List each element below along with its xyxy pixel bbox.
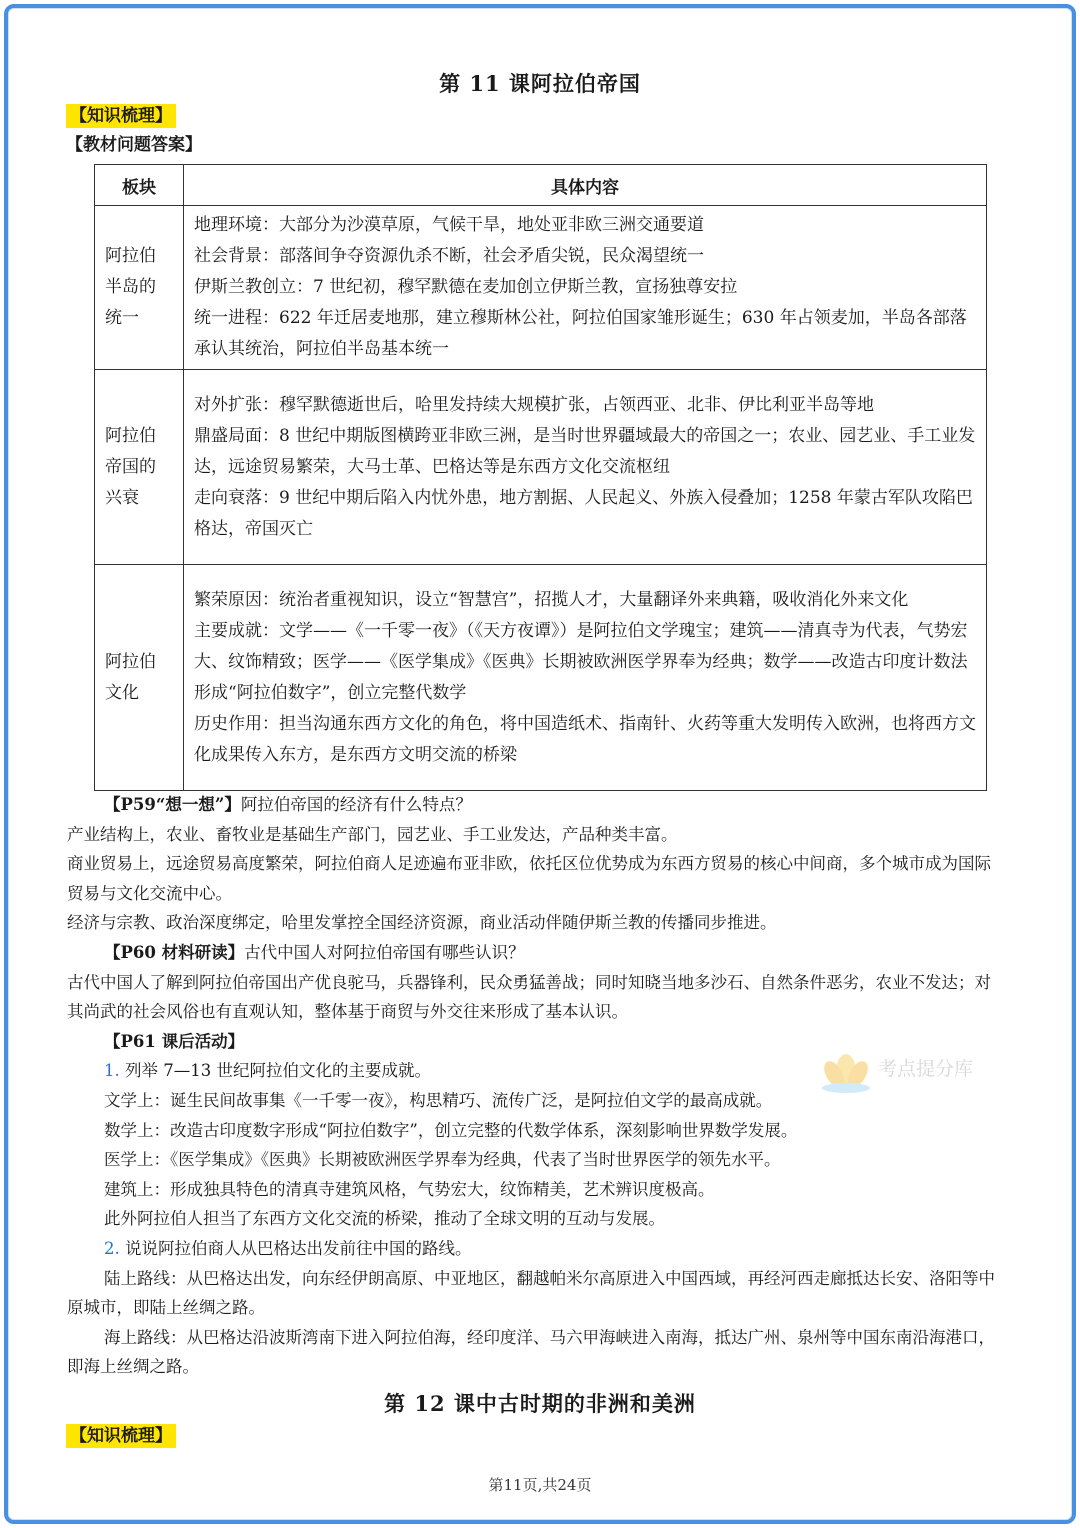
- p61-sea-route: 海上路线：从巴格达沿波斯湾南下进入阿拉伯海，经印度洋、马六甲海峡进入南海，抵达广州、泉州等中国东南沿海港口，即海上丝绸之路。: [67, 1327, 995, 1377]
- watermark-logo: [816, 1034, 1016, 1094]
- header-segment: 板块: [95, 165, 184, 206]
- content-cell: 繁荣原因：统治者重视知识，设立“智慧宫”，招揽人才，大量翻译外来典籍，吸收消化外来文化 主要成就：文学——《一千零一夜》（《天方夜谭》）是阿拉伯文学瑰宝；建筑——清真寺为代表，气势宏大、纹饰精致；医学——《医学集成》《医典》长期被欧洲医学界奉为经典；数学——改造古印度计数法形成“阿拉伯数字”，创立完整代数学 历史作用：担当沟通东西方文化的角色，将中国造纸术、指南针、火药等重大发明传入欧洲，也将西方文化成果传入东方，是东西方文明交流的桥梁: [184, 565, 987, 791]
- knowledge-tag: 【知识梳理】: [66, 104, 176, 128]
- knowledge-tag-2: 【知识梳理】: [66, 1424, 176, 1448]
- p61-heading: 【P61 课后活动】: [104, 1031, 245, 1051]
- table-row: [95, 370, 987, 565]
- lesson12-title: 第 12 课中古时期的非洲和美洲: [384, 1391, 696, 1416]
- lotus-icon: [816, 1034, 876, 1094]
- watermark-text: 考点提分库: [878, 1058, 974, 1080]
- p59-heading: 【P59“想一想”】阿拉伯帝国的经济有什么特点？: [104, 795, 472, 814]
- content-cell: 地理环境：大部分为沙漠草原，气候干旱，地处亚非欧三洲交通要道 社会背景：部落间争夺资源仇杀不断，社会矛盾尖锐，民众渴望统一 伊斯兰教创立：7 世纪初，穆罕默德在麦加创立伊斯兰教，宣扬独尊安拉 统一进程：622 年迁居麦地那，建立穆斯林公社，阿拉伯国家雏形诞生；630 年占领麦加，半岛各部落承认其统治，阿拉伯半岛基本统一: [184, 206, 987, 370]
- lesson11-title: 第 11 课阿拉伯帝国: [439, 71, 641, 96]
- page-footer: 第11页,共24页: [488, 1476, 592, 1494]
- segment-cell: 阿拉伯 文化: [95, 565, 184, 791]
- p61-answer: 建筑上：形成独具特色的清真寺建筑风格，气势宏大，纹饰精美，艺术辨识度极高。: [104, 1179, 715, 1199]
- segment-cell: 阿拉伯 半岛的 统一: [95, 206, 184, 370]
- p60-answer: 古代中国人了解到阿拉伯帝国出产优良驼马，兵器锋利，民众勇猛善战；同时知晓当地多沙石、自然条件恶劣，农业不发达；对其尚武的社会风俗也有直观认知，整体基于商贸与外交往来形成了基本认识。: [67, 972, 991, 1022]
- p61-land-route: 陆上路线：从巴格达出发，向东经伊朗高原、中亚地区，翻越帕米尔高原进入中国西域，再经河西走廊抵达长安、洛阳等中原城市，即陆上丝绸之路。: [67, 1268, 995, 1318]
- lesson-table: [94, 164, 987, 791]
- p59-answer: 经济与宗教、政治深度绑定，哈里发掌控全国经济资源，商业活动伴随伊斯兰教的传播同步推进。: [67, 913, 777, 933]
- content-cell: 对外扩张：穆罕默德逝世后，哈里发持续大规模扩张，占领西亚、北非、伊比利亚半岛等地 鼎盛局面：8 世纪中期版图横跨亚非欧三洲，是当时世界疆域最大的帝国之一；农业、园艺业、手工业发达，远途贸易繁荣，大马士革、巴格达等是东西方文化交流枢纽 走向衰落：9 世纪中期后陷入内忧外患，地方割据、人民起义、外族入侵叠加；1258 年蒙古军队攻陷巴格达，帝国灭亡: [184, 370, 987, 565]
- table-row: [95, 565, 987, 791]
- p61-answer: 数学上：改造古印度数字形成“阿拉伯数字”，创立完整的代数学体系，深刻影响世界数学发展。: [104, 1120, 798, 1140]
- p59-answer: 商业贸易上，远途贸易高度繁荣，阿拉伯商人足迹遍布亚非欧，依托区位优势成为东西方贸易的核心中间商，多个城市成为国际贸易与文化交流中心。: [67, 854, 991, 903]
- table-row: [95, 206, 987, 370]
- p61-question-2: 2. 说说阿拉伯商人从巴格达出发前往中国的路线。: [104, 1238, 472, 1258]
- header-content: 具体内容: [184, 165, 987, 206]
- p61-answer: 此外阿拉伯人担当了东西方文化交流的桥梁，推动了全球文明的互动与发展。: [104, 1209, 665, 1229]
- p59-answer: 产业结构上，农业、畜牧业是基础生产部门，园艺业、手工业发达，产品种类丰富。: [67, 824, 678, 844]
- p60-heading: 【P60 材料研读】古代中国人对阿拉伯帝国有哪些认识？: [104, 942, 525, 962]
- p61-answer: 医学上：《医学集成》《医典》长期被欧洲医学界奉为经典，代表了当时世界医学的领先水平。: [104, 1150, 781, 1170]
- p61-question-1: 1. 列举 7—13 世纪阿拉伯文化的主要成就。: [104, 1061, 431, 1081]
- table-header-row: [95, 165, 987, 206]
- p61-answer: 文学上：诞生民间故事集《一千零一夜》，构思精巧、流传广泛，是阿拉伯文学的最高成就。: [104, 1090, 773, 1110]
- segment-cell: 阿拉伯 帝国的 兴衰: [95, 370, 184, 565]
- textbook-answers-heading: 【教材问题答案】: [66, 135, 202, 155]
